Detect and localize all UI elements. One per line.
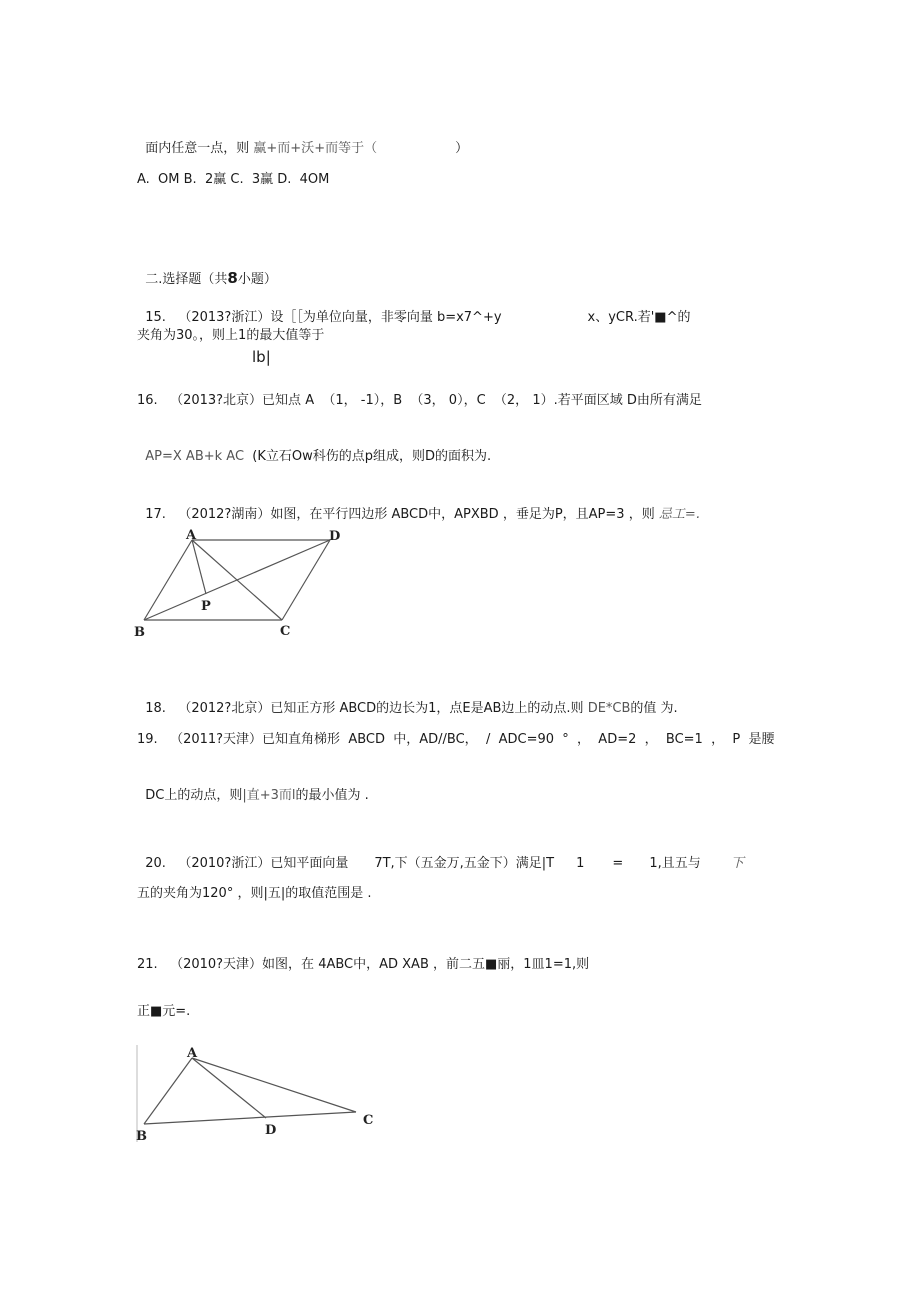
question-17-line1: 17. （2012?湖南）如图，在平行四边形 ABCD中，APXBD ，垂足为P，且AP=3 ，则 忌工=. [145, 507, 700, 522]
label-A: A [186, 528, 197, 543]
q16-vector-equation: AP=X AB+k AC [145, 449, 245, 464]
label-D: D [265, 1123, 277, 1138]
label-C: C [363, 1113, 374, 1128]
q14-options: A. OM B. 2赢 C. 3赢 D. 4OM [137, 172, 330, 187]
question-14-continuation [137, 122, 468, 158]
label-A: A [187, 1046, 198, 1061]
question-19-line2: DC上的动点，则|直+3而l的最小值为 . [145, 788, 369, 803]
q17-handwritten-expression: 忌工=. [658, 507, 700, 522]
parallelogram-figure [130, 526, 360, 644]
question-15-line2: 夹角为30。，则上1的最大值等于 [137, 328, 325, 343]
question-15-fraction-denominator: lb| [252, 348, 271, 366]
question-20-line1: 20. （2010?浙江）已知平面向量 7T,下（五金万,五金下）满足|T 1 = 1,且五与 下 [145, 856, 744, 871]
label-B: B [136, 1129, 147, 1144]
question-21-line2: 正■元=. [137, 1004, 191, 1019]
question-21-line1: 21. （2010?天津）如图，在 4ABC中，AD XAB ，前二五■丽，1皿1=1,则 [137, 957, 590, 972]
question-16-line2: AP=X AB+k AC (K立石Ow科伤的点p组成，则D的面积为. [145, 449, 492, 464]
triangle-figure [130, 1042, 380, 1146]
label-P: P [201, 599, 211, 614]
question-16-line1: 16. （2013?北京）已知点 A （1， -1），B （3， 0），C （2， 1）.若平面区域 D由所有满足 [137, 393, 702, 408]
q18-vector-product: DE*CB [587, 701, 631, 716]
q14-close-paren: ） [455, 141, 469, 156]
question-19-line1: 19. （2011?天津）已知直角梯形 ABCD 中，AD//BC， / ADC=90 ° ， AD=2 ， BC=1 ， P 是腰 [137, 732, 775, 747]
q14-vector-sum: 赢+而+沃+而等于（ [253, 141, 378, 156]
section-title: 二.选择题（共8小题） [145, 269, 277, 287]
label-B: B [134, 625, 145, 640]
q19-vector-expression: |直+3而l [242, 788, 296, 803]
question-15-line1: 15. （2013?浙江）设［［为单位向量，非零向量 b=x7^+y x、yCR.若'■^的 [145, 310, 691, 325]
q14-text: 面内任意一点，则 [145, 141, 254, 156]
label-C: C [280, 624, 291, 639]
question-18-line1: 18. （2012?北京）已知正方形 ABCD的边长为1，点E是AB边上的动点.则 DE*CB的值 为. [145, 701, 678, 716]
question-20-line2: 五的夹角为120° ，则|五|的取值范围是 . [137, 886, 372, 901]
label-D: D [329, 529, 341, 544]
